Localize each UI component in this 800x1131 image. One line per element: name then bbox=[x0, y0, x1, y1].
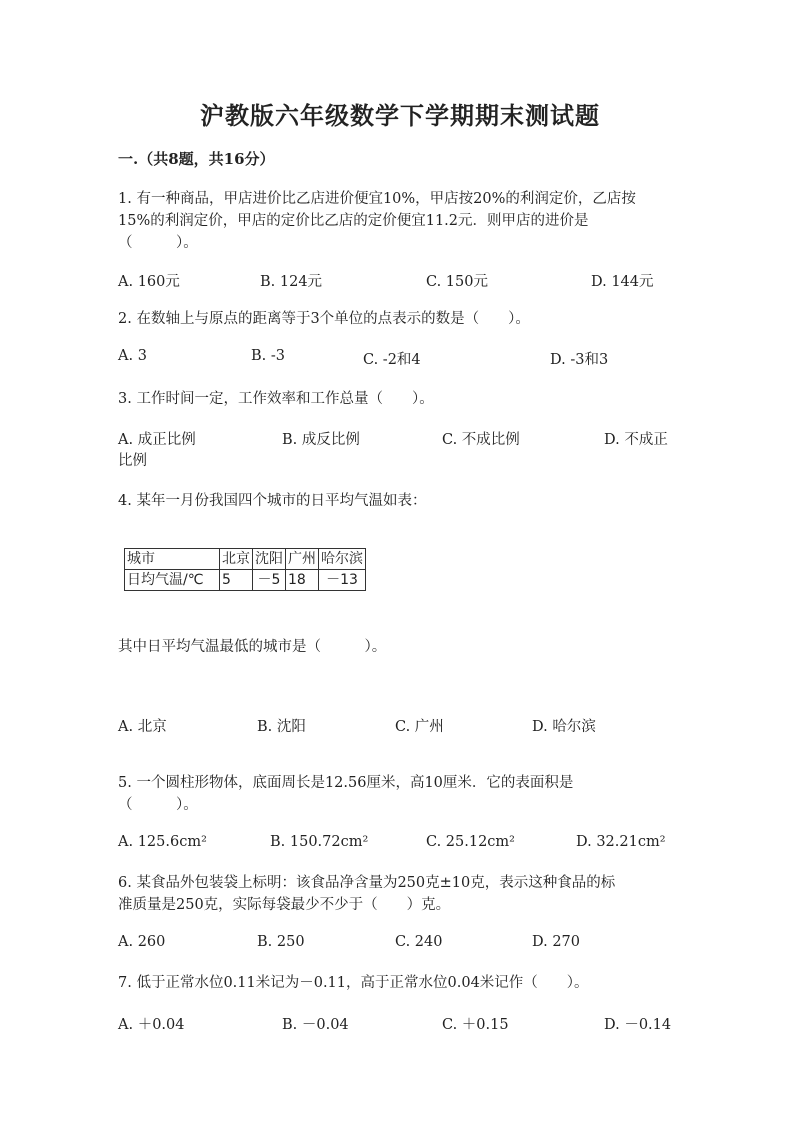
table-row bbox=[125, 570, 366, 591]
table-cell: 日均气温/℃ bbox=[125, 570, 220, 591]
question-6-text bbox=[118, 872, 615, 916]
option-c[interactable]: C. 广州 bbox=[395, 719, 444, 735]
table-cell: 广州 bbox=[286, 549, 319, 570]
option-d[interactable]: D. －0.14 bbox=[604, 1017, 672, 1033]
option-d[interactable]: D. 144元 bbox=[591, 274, 654, 290]
question-2-text: 2. 在数轴上与原点的距离等于3个单位的点表示的数是（ ）。 bbox=[118, 311, 530, 327]
page-title: 沪教版六年级数学下学期期末测试题 bbox=[200, 101, 600, 130]
option-a[interactable]: A. 北京 bbox=[118, 719, 167, 735]
option-a[interactable]: A. 260 bbox=[118, 934, 166, 950]
table-cell: 18 bbox=[286, 570, 319, 591]
table-cell: 北京 bbox=[220, 549, 253, 570]
option-a[interactable]: A. 成正比例 bbox=[118, 432, 196, 448]
table-cell: 沈阳 bbox=[253, 549, 286, 570]
option-b[interactable]: B. 成反比例 bbox=[282, 432, 360, 448]
option-d[interactable]: D. -3和3 bbox=[550, 352, 609, 368]
table-cell: 哈尔滨 bbox=[319, 549, 366, 570]
option-c[interactable]: C. 25.12cm² bbox=[426, 834, 515, 850]
option-b[interactable]: B. －0.04 bbox=[282, 1017, 349, 1033]
option-c[interactable]: C. 不成比例 bbox=[442, 432, 520, 448]
option-d[interactable]: D. 哈尔滨 bbox=[532, 719, 596, 735]
table-cell: 5 bbox=[220, 570, 253, 591]
question-line: 5. 一个圆柱形物体，底面周长是12.56厘米，高10厘米．它的表面积是 bbox=[118, 775, 574, 791]
option-b[interactable]: B. 250 bbox=[257, 934, 305, 950]
option-c[interactable]: C. ＋0.15 bbox=[442, 1017, 509, 1033]
table-cell: －13 bbox=[319, 570, 366, 591]
option-c[interactable]: C. 150元 bbox=[426, 274, 488, 290]
option-b[interactable]: B. 124元 bbox=[260, 274, 323, 290]
table-row bbox=[125, 549, 366, 570]
table-cell: 城市 bbox=[125, 549, 220, 570]
question-line: 1. 有一种商品，甲店进价比乙店进价便宜10%，甲店按20%的利润定价，乙店按 bbox=[118, 191, 636, 207]
question-4-text: 4. 某年一月份我国四个城市的日平均气温如表： bbox=[118, 493, 427, 509]
question-4-followup: 其中日平均气温最低的城市是（ ）。 bbox=[118, 639, 387, 655]
question-line: 6. 某食品外包装袋上标明：该食品净含量为250克±10克，表示这种食品的标 bbox=[118, 875, 616, 891]
table-cell: －5 bbox=[253, 570, 286, 591]
question-line: （ ）。 bbox=[118, 235, 198, 251]
option-d-wrap: 比例 bbox=[118, 453, 147, 469]
option-a[interactable]: A. 3 bbox=[118, 348, 147, 364]
option-d[interactable]: D. 32.21cm² bbox=[576, 834, 666, 850]
option-b[interactable]: B. 150.72cm² bbox=[270, 834, 369, 850]
question-line: 准质量是250克，实际每袋最少不少于（ ）克。 bbox=[118, 897, 451, 913]
question-3-text: 3. 工作时间一定，工作效率和工作总量（ ）。 bbox=[118, 391, 434, 407]
option-b[interactable]: B. -3 bbox=[251, 348, 285, 364]
option-c[interactable]: C. -2和4 bbox=[363, 352, 421, 368]
option-c[interactable]: C. 240 bbox=[395, 934, 443, 950]
option-a[interactable]: A. 160元 bbox=[118, 274, 180, 290]
option-a[interactable]: A. ＋0.04 bbox=[118, 1017, 185, 1033]
option-d[interactable]: D. 不成正 bbox=[604, 432, 668, 448]
option-d[interactable]: D. 270 bbox=[532, 934, 581, 950]
question-line: （ ）。 bbox=[118, 797, 198, 813]
question-1-text bbox=[118, 188, 636, 254]
option-b[interactable]: B. 沈阳 bbox=[257, 719, 306, 735]
question-7-text: 7. 低于正常水位0.11米记为－0.11，高于正常水位0.04米记作（ ）。 bbox=[118, 975, 589, 991]
question-line: 15%的利润定价，甲店的定价比乙店的定价便宜11.2元．则甲店的进价是 bbox=[118, 213, 589, 229]
section-heading: 一.（共8题，共16分） bbox=[118, 150, 275, 168]
question-5-text bbox=[118, 772, 573, 816]
option-a[interactable]: A. 125.6cm² bbox=[118, 834, 207, 850]
temperature-table bbox=[124, 548, 366, 591]
